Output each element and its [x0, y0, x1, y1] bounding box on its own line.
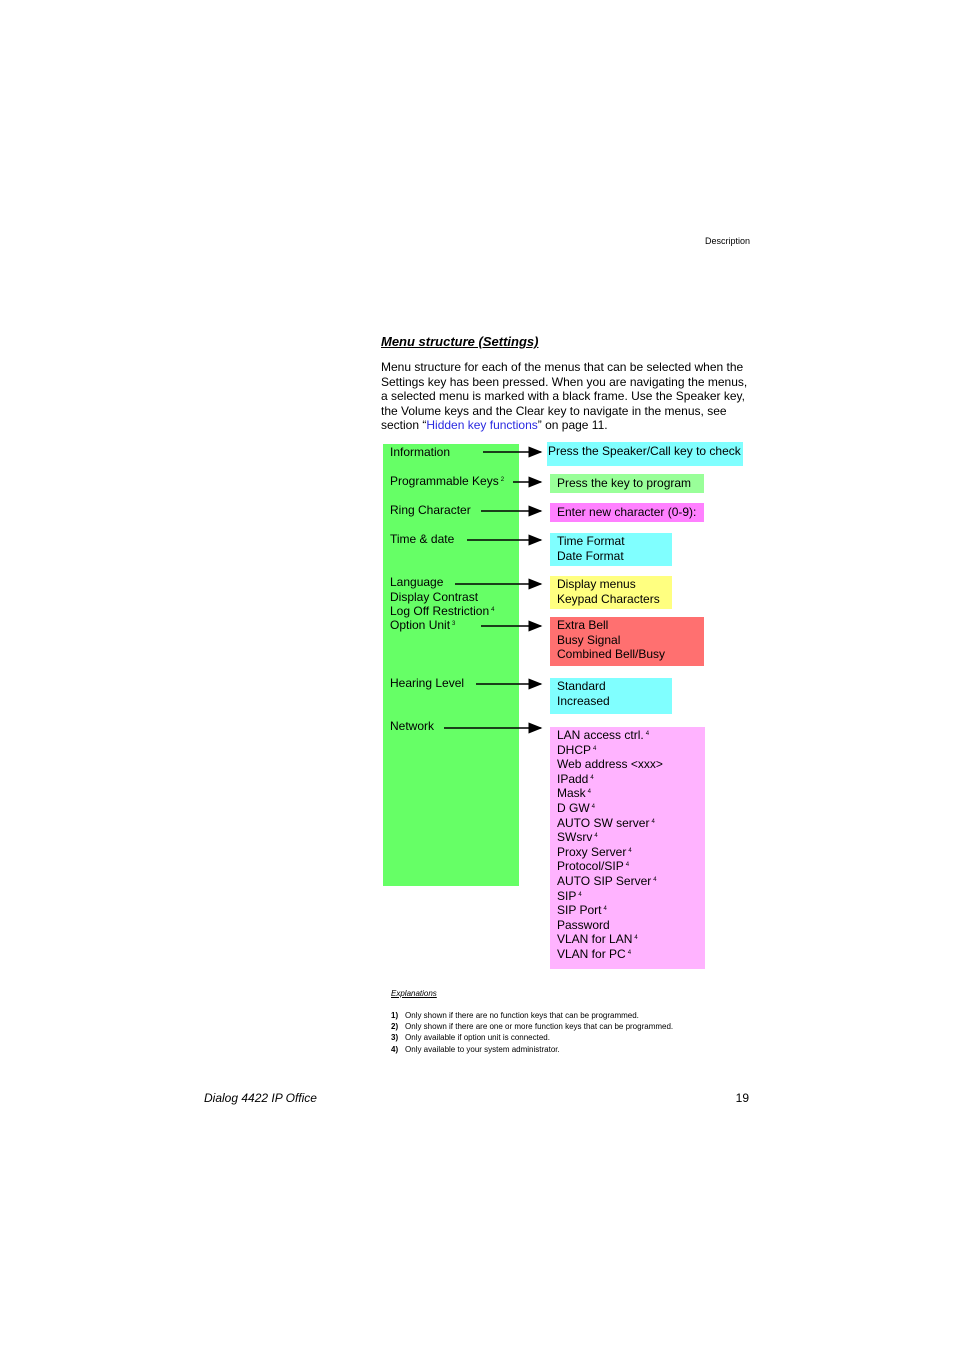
explanations-heading: Explanations	[391, 989, 437, 998]
network-item: SIP $^4$	[557, 888, 582, 903]
footnote-4: 4) Only available to your system administrator.	[391, 1045, 560, 1054]
running-header: Description	[704, 236, 750, 246]
footer-page-number: 19	[735, 1091, 749, 1105]
menu-item-programmable-keys: Programmable Keys $^2$	[390, 474, 505, 488]
intro-text-before: Menu structure for each of the menus that can be selected when the Settings key has been pressed. When you are navigating the menus, a selected menu is marked with a black frame. Use the Speaker key, the Volume keys and the Clear key to navigate in the menus, see section “	[381, 360, 748, 432]
hidden-key-functions-link[interactable]: Hidden key functions	[426, 418, 538, 432]
intro-text-after: ” on page 11.	[537, 418, 608, 432]
network-item: SWsrv $^4$	[557, 830, 598, 845]
footer-product: Dialog 4422 IP Office	[204, 1091, 317, 1105]
box-hearing-level: Standard Increased	[550, 678, 672, 714]
footnote-3: 3) Only available if option unit is connected.	[391, 1033, 550, 1042]
network-item: Proxy Server $^4$	[557, 844, 632, 859]
box-information: Press the Speaker/Call key to check	[547, 442, 743, 466]
menu-item-log-off-restriction: Log Off Restriction $^4$	[390, 604, 495, 618]
network-item: AUTO SIP Server $^4$	[557, 873, 657, 888]
network-item: VLAN for LAN $^4$	[557, 932, 638, 947]
box-network	[550, 727, 705, 969]
box-option-unit: Extra Bell Busy Signal Combined Bell/Busy	[550, 617, 704, 666]
footnote-ref: 2	[500, 477, 505, 483]
section-title: Menu structure (Settings)	[381, 334, 539, 349]
box-time-date: Time Format Date Format	[550, 533, 672, 566]
menu-item-option-unit: Option Unit $^3$	[390, 618, 456, 632]
network-item: LAN access ctrl. $^4$	[557, 728, 650, 742]
menu-item-display-contrast: Display Contrast	[390, 590, 479, 604]
network-item: Password	[557, 917, 610, 932]
network-item: IPadd $^4$	[557, 771, 594, 786]
network-item: DHCP $^4$	[557, 742, 597, 757]
menu-item-hearing-level: Hearing Level	[390, 676, 465, 690]
box-ring-character: Enter new character (0-9):	[550, 503, 704, 522]
menu-item-ring-character: Ring Character	[390, 503, 471, 517]
network-item: Protocol/SIP $^4$	[557, 859, 630, 874]
footnote-ref: 3	[452, 621, 456, 627]
network-item: Mask $^4$	[557, 786, 592, 801]
network-item: D GW $^4$	[557, 800, 596, 815]
menu-item-time-date: Time & date	[390, 532, 455, 546]
box-programmable-keys: Press the key to program	[550, 474, 704, 493]
network-item: Web address <xxx>	[557, 757, 663, 772]
menu-item-network: Network	[390, 719, 435, 733]
footnote-2: 2) Only shown if there are one or more function keys that can be programmed.	[391, 1022, 674, 1031]
menu-item-information: Information	[390, 445, 451, 459]
footnote-ref: 4	[491, 607, 495, 613]
footnote-1: 1) Only shown if there are no function keys that can be programmed.	[391, 1011, 639, 1020]
network-item: AUTO SW server $^4$	[557, 815, 655, 830]
box-language: Display menus Keypad Characters	[550, 576, 672, 609]
menu-item-language: Language	[390, 575, 444, 589]
network-item: SIP Port $^4$	[557, 903, 607, 918]
network-item: VLAN for PC $^4$	[557, 946, 632, 961]
